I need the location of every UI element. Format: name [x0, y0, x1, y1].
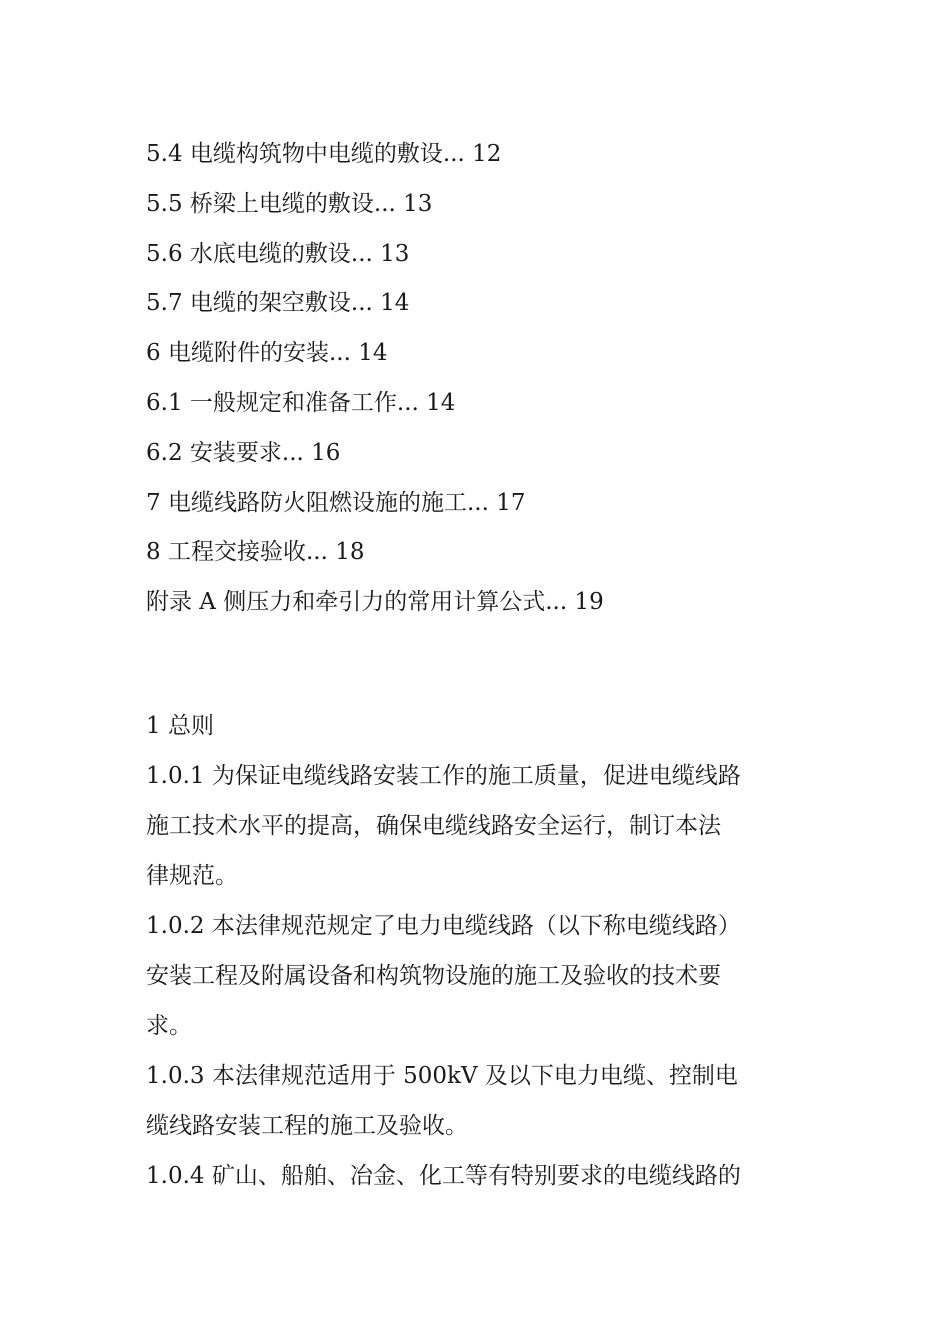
toc-entry: 6.2 安装要求... 16	[146, 439, 341, 466]
text-line: 律规范。	[146, 863, 238, 889]
general-provisions-section	[146, 701, 816, 1201]
text-line: 1.0.4 矿山、船舶、冶金、化工等有特别要求的电缆线路的	[146, 1163, 741, 1189]
text-line: 安装工程及附属设备和构筑物设施的施工及验收的技术要	[146, 963, 721, 989]
toc-entry: 8 工程交接验收... 18	[146, 539, 365, 566]
toc-entry: 7 电缆线路防火阻燃设施的施工... 17	[146, 489, 526, 516]
section-heading: 1 总则	[146, 713, 214, 739]
toc-entry: 6.1 一般规定和准备工作... 14	[146, 389, 456, 416]
paragraph-1-0-4	[146, 1151, 816, 1201]
text-line: 1.0.1 为保证电缆线路安装工作的施工质量，促进电缆线路	[146, 763, 741, 789]
text-line: 求。	[146, 1013, 192, 1039]
paragraph-1-0-3	[146, 1051, 816, 1151]
text-line: 缆线路安装工程的施工及验收。	[146, 1113, 468, 1139]
paragraph-1-0-1	[146, 751, 816, 901]
toc-entry: 5.4 电缆构筑物中电缆的敷设... 12	[146, 141, 502, 167]
text-line: 1.0.3 本法律规范适用于 500kV 及以下电力电缆、控制电	[146, 1063, 738, 1089]
toc-entry: 5.7 电缆的架空敷设... 14	[146, 290, 410, 317]
paragraph-1-0-2	[146, 901, 816, 1051]
table-of-contents	[146, 130, 826, 628]
toc-entry: 5.5 桥梁上电缆的敷设... 13	[146, 190, 433, 217]
toc-entry: 5.6 水底电缆的敷设... 13	[146, 240, 410, 267]
text-line: 施工技术水平的提高，确保电缆线路安全运行，制订本法	[146, 813, 721, 839]
toc-entry: 附录 A 侧压力和牵引力的常用计算公式... 19	[146, 589, 604, 616]
text-line: 1.0.2 本法律规范规定了电力电缆线路（以下称电缆线路）	[146, 913, 741, 939]
toc-entry: 6 电缆附件的安装... 14	[146, 340, 388, 367]
